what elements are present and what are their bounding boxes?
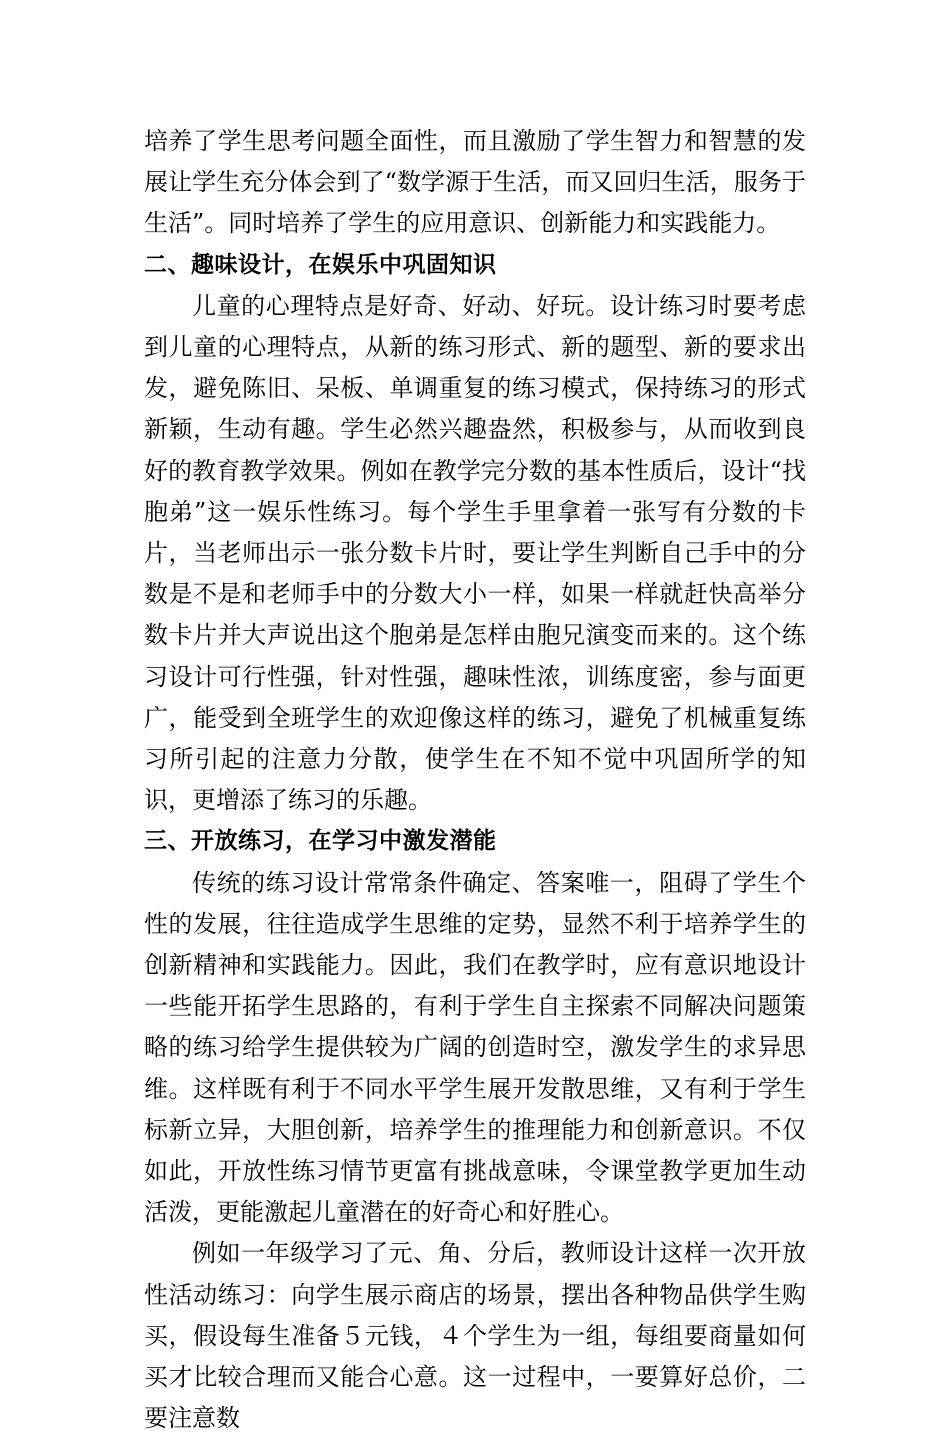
section-heading-2: 二、趣味设计，在娱乐中巩固知识 (144, 251, 497, 278)
paragraph-open-practice: 传统的练习设计常常条件确定、答案唯一，阻碍了学生个性的发展，往往造成学生思维的定势，显然不利于培养学生的创新精神和实践能力。因此，我们在教学时，应有意识地设计一些能开拓学生思路的，有利于学生自主探索不同解决问题策略的练习给学生提供较为广阔的创造时空，激发学生的求异思维。这样既有利于不同水平学生展开发散思维，又有利于学生标新立异，大胆创新，培养学生的推理能力和创新意识。不仅如此，开放性练习情节更富有挑战意味，令课堂教学更加生动活泼，更能激起儿童潜在的好奇心和好胜心。 (144, 868, 806, 1227)
paragraph-continuation: 培养了学生思考问题全面性，而且激励了学生智力和智慧的发展让学生充分体会到了“数学源于生活，而又回归生活，服务于生活”。同时培养了学生的应用意识、创新能力和实践能力。 (144, 127, 806, 238)
document-body (144, 121, 806, 1440)
paragraph-fun-design: 儿童的心理特点是好奇、好动、好玩。设计练习时要考虑到儿童的心理特点，从新的练习形式、新的题型、新的要求出发，避免陈旧、呆板、单调重复的练习模式，保持练习的形式新颖，生动有趣。学生必然兴趣盎然，积极参与，从而收到良好的教育教学效果。例如在教学完分数的基本性质后，设计“找胞弟”这一娱乐性练习。每个学生手里拿着一张写有分数的卡片，当老师出示一张分数卡片时，要让学生判断自己手中的分数是不是和老师手中的分数大小一样，如果一样就赶快高举分数卡片并大声说出这个胞弟是怎样由胞兄演变而来的。这个练习设计可行性强，针对性强，趣味性浓，训练度密，参与面更广，能受到全班学生的欢迎像这样的练习，避免了机械重复练习所引起的注意力分散，使学生在不知不觉中巩固所学的知识，更增添了练习的乐趣。 (144, 291, 806, 815)
paragraph-example: 例如一年级学习了元、角、分后，教师设计这样一次开放性活动练习：向学生展示商店的场景，摆出各种物品供学生购买，假设每生准备５元钱，４个学生为一组，每组要商量如何买才比较合理而又能合心意。这一过程中，一要算好总价，二要注意数 (144, 1239, 806, 1433)
section-heading-3: 三、开放练习，在学习中激发潜能 (144, 828, 497, 855)
